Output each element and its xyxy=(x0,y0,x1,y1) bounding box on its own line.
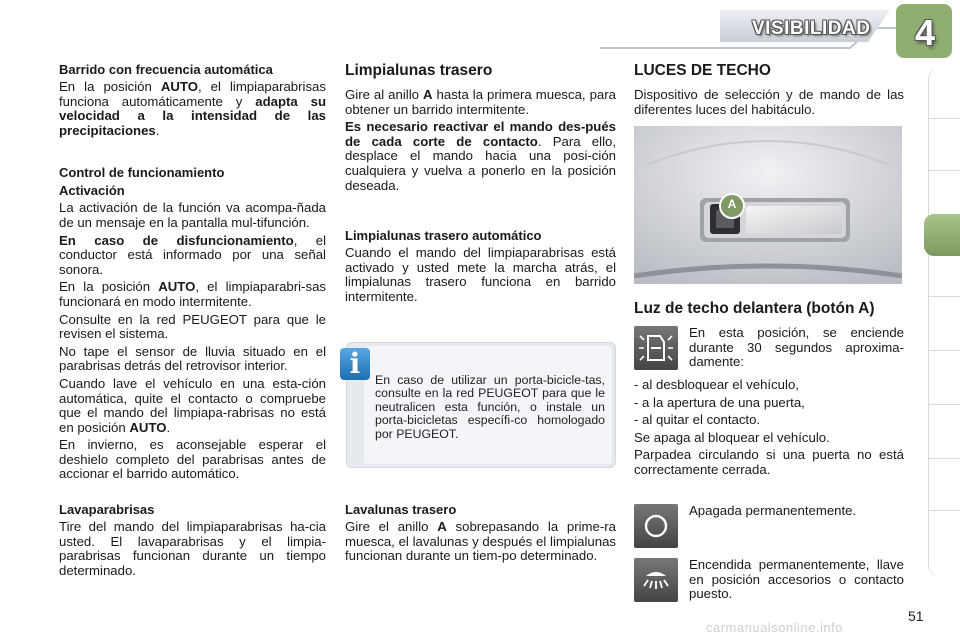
side-tab-2[interactable] xyxy=(928,170,960,208)
para-marcha-atras: Cuando el mando del limpiaparabrisas está activado y usted mete la marcha atrás, el limpialunas trasero funciona en barrido intermitente. xyxy=(345,245,616,304)
side-tab-1[interactable] xyxy=(928,118,960,156)
column-2-auto xyxy=(345,228,616,307)
side-tab-6[interactable] xyxy=(928,458,960,496)
text-icon-door: En esta posición, se enciende durante 30 segundos aproxima-damente: xyxy=(689,325,904,370)
para-parpadea: Parpadea circulando si una puerta no está correctamente cerrada. xyxy=(634,447,904,477)
heading-barrido: Barrido con frecuencia automática xyxy=(59,62,273,77)
chapter-number: 4 xyxy=(914,12,936,53)
para-dispositivo: Dispositivo de selección y de mando de las diferentes luces del habitáculo. xyxy=(634,87,904,117)
para-lavalunas: Gire el anillo A sobrepasando la prime-ra muesca, el lavalunas y después el limpialunas funcionan durante un tiem-po determinado. xyxy=(345,519,616,564)
side-tab-7[interactable] xyxy=(928,510,960,548)
column-3 xyxy=(634,62,904,120)
heading-limpialunas: Limpialunas trasero xyxy=(345,62,493,79)
info-icon: i xyxy=(340,348,370,380)
heading-control: Control de funcionamiento xyxy=(59,165,225,181)
heading-luces-techo: LUCES DE TECHO xyxy=(634,62,771,79)
heading-lavaparabrisas: Lavaparabrisas xyxy=(59,502,155,517)
column-2-bottom xyxy=(345,502,616,567)
list-item: - a la apertura de una puerta, xyxy=(634,394,805,410)
para-sensor: No tape el sensor de lluvia situado en el parabrisas detrás del retrovisor interior. xyxy=(59,343,326,374)
ceiling-light-photo xyxy=(634,126,902,284)
list-item: - al desbloquear el vehículo, xyxy=(634,377,799,392)
photo-label-text: A xyxy=(727,197,737,211)
side-tab-active[interactable] xyxy=(924,214,960,256)
watermark: carmanualsonline.info xyxy=(706,620,843,635)
para-apaga: Se apaga al bloquear el vehículo. xyxy=(634,429,830,445)
para-activacion: La activación de la función va acompa-ñada de un mensaje en la pantalla mul-tifunción. xyxy=(59,200,326,230)
column-1-bottom xyxy=(59,502,326,581)
heading-lavalunas: Lavalunas trasero xyxy=(345,502,457,517)
para-lavado: Cuando lave el vehículo en una esta-ción automática, quite el contacto o compruebe que el mando del limpiapa-rabrisas no está en posición AUTO. xyxy=(59,375,326,435)
light-off-icon xyxy=(634,504,678,548)
para-lavaparabrisas: Tire del mando del limpiaparabrisas ha-cia usted. El lavaparabrisas y el limpia-parabrisas funcionan durante un tiempo determinado. xyxy=(59,519,326,578)
text-icon-off: Apagada permanentemente. xyxy=(689,503,857,518)
list-item: - al quitar el contacto. xyxy=(634,412,761,428)
door-light-icon xyxy=(634,326,678,370)
heading-luz-delantera: Luz de techo delantera (botón A) xyxy=(634,300,875,317)
text-icon-on: Encendida permanentemente, llave en posición accesorios o contacto puesto. xyxy=(689,557,904,602)
para-auto: En la posición AUTO, el limpiaparabrisas funciona automáticamente y adapta su velocidad a la intensidad de las precipitaciones. xyxy=(59,79,327,138)
para-invierno: En invierno, es aconsejable esperar el deshielo completo del parabrisas antes de accionar el barrido automático. xyxy=(59,437,326,482)
section-title: VISIBILIDAD xyxy=(752,18,871,39)
info-text: En caso de utilizar un porta-bicicle-tas, consulte en la red PEUGEOT para que le neutralicen esta función, o instale un porta-bicicletas específi-co homologado por PEUGEOT. xyxy=(375,373,605,441)
light-on-icon xyxy=(634,558,678,602)
heading-limpialunas-auto: Limpialunas trasero automático xyxy=(345,228,542,243)
side-tab-4[interactable] xyxy=(928,350,960,388)
side-tab-3[interactable] xyxy=(928,296,960,334)
column-1 xyxy=(59,62,326,485)
list-conditions xyxy=(634,378,904,481)
side-tab-5[interactable] xyxy=(928,404,960,442)
para-anillo: Gire al anillo A hasta la primera muesca, para obtener un barrido intermitente. xyxy=(345,87,616,117)
para-consulte: Consulte en la red PEUGEOT para que le revisen el sistema. xyxy=(59,311,326,342)
para-intermitente: En la posición AUTO, el limpiaparabri-sas funcionará en modo intermitente. xyxy=(59,279,326,309)
page-number: 51 xyxy=(908,608,924,624)
para-reactivar: Es necesario reactivar el mando des-pués de cada corte de contacto. Para ello, desplace el mando hacia una posi-ción cualquiera y vuelva a ponerlo en la posición deseada. xyxy=(345,119,616,193)
para-disfuncion: En caso de disfuncionamiento, el conductor está informado por una señal sonora. xyxy=(59,232,326,277)
column-2 xyxy=(345,62,616,196)
heading-activacion: Activación xyxy=(59,183,125,199)
